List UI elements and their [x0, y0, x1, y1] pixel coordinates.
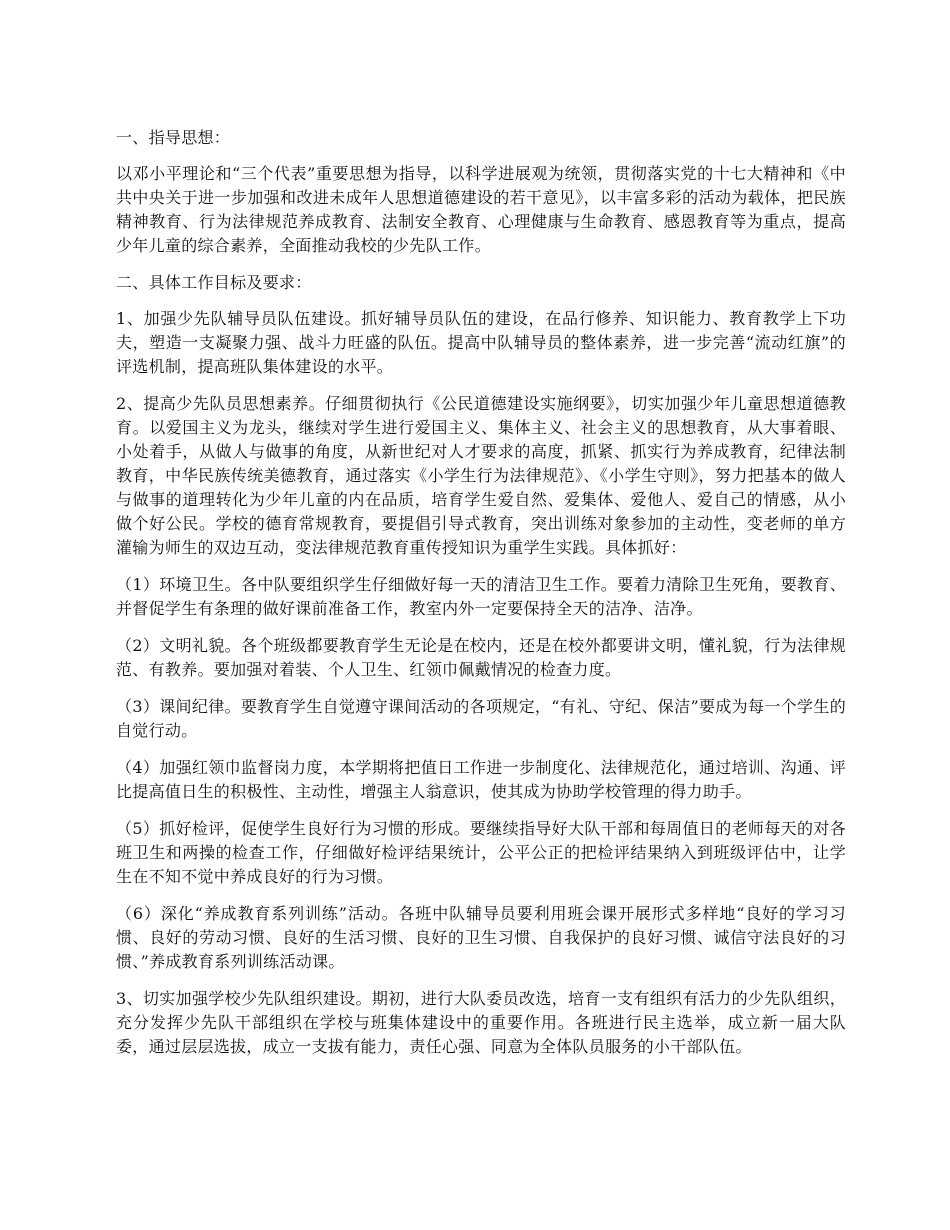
paragraph-guiding-ideology: 以邓小平理论和“三个代表”重要思想为指导，以科学进展观为统领，贯彻落实党的十七大精神和《中共中央关于进一步加强和改进未成年人思想道德建设的若干意见》，以丰富多彩的活动为载体，把民族精神教育、行为法律规范养成教育、法制安全教育、心理健康与生命教育、感恩教育等为重点，提高少年儿童的综合素养，全面推动我校的少先队工作。: [116, 164, 846, 255]
section-heading-guiding-ideology: 一、指导思想：: [116, 128, 231, 147]
paragraph-item-1: （1）环境卫生。各中队要组织学生仔细做好每一天的清洁卫生工作。要着力清除卫生死角，要教育、并督促学生有条理的做好课前准备工作，教室内外一定要保持全天的洁净、洁净。: [116, 575, 846, 618]
paragraph-item-3: （3）课间纪律。要教育学生自觉遵守课间活动的各项规定，“有礼、守纪、保洁”要成为每一个学生的自觉行动。: [116, 697, 846, 740]
paragraph-goal-3: 3、切实加强学校少先队组织建设。期初，进行大队委员改选，培育一支有组织有活力的少先队组织，充分发挥少先队干部组织在学校与班集体建设中的重要作用。各班进行民主选举，成立新一届大队委，通过层层选拔，成立一支拔有能力，责任心强、同意为全体队员服务的小干部队伍。: [116, 989, 846, 1056]
paragraph-item-2: （2）文明礼貌。各个班级都要教育学生无论是在校内，还是在校外都要讲文明，懂礼貌，行为法律规范、有教养。要加强对着装、个人卫生、红领巾佩戴情况的检查力度。: [116, 636, 846, 679]
paragraph-goal-2: 2、提高少先队员思想素养。仔细贯彻执行《公民道德建设实施纲要》，切实加强少年儿童思想道德教育。以爱国主义为龙头，继续对学生进行爱国主义、集体主义、社会主义的思想教育，从大事着眼、小处着手，从做人与做事的角度，从新世纪对人才要求的高度，抓紧、抓实行为养成教育，纪律法制教育，中华民族传统美德教育，通过落实《小学生行为法律规范》、《小学生守则》，努力把基本的做人与做事的道理转化为少年儿童的内在品质，培育学生爱自然、爱集体、爱他人、爱自己的情感，从小做个好公民。学校的德育常规教育，要提倡引导式教育，突出训练对象参加的主动性，变老师的单方灌输为师生的双边互动，变法律规范教育重传授知识为重学生实践。具体抓好：: [116, 394, 846, 557]
paragraph-item-5: （5）抓好检评，促使学生良好行为习惯的形成。要继续指导好大队干部和每周值日的老师每天的对各班卫生和两操的检查工作，仔细做好检评结果统计，公平公正的把检评结果纳入到班级评估中，让学生在不知不觉中养成良好的行为习惯。: [116, 819, 846, 886]
paragraph-goal-1: 1、加强少先队辅导员队伍建设。抓好辅导员队伍的建设，在品行修养、知识能力、教育教学上下功夫，塑造一支凝聚力强、战斗力旺盛的队伍。提高中队辅导员的整体素养，进一步完善“流动红旗”的评选机制，提高班队集体建设的水平。: [116, 309, 846, 376]
section-heading-goals: 二、具体工作目标及要求：: [116, 273, 312, 292]
paragraph-item-4: （4）加强红领巾监督岗力度，本学期将把值日工作进一步制度化、法律规范化，通过培训、沟通、评比提高值日生的积极性、主动性，增强主人翁意识，使其成为协助学校管理的得力助手。: [116, 758, 846, 801]
paragraph-item-6: （6）深化“养成教育系列训练”活动。各班中队辅导员要利用班会课开展形式多样地“良好的学习习惯、良好的劳动习惯、良好的生活习惯、良好的卫生习惯、自我保护的良好习惯、诚信守法良好的习惯、”养成教育系列训练活动课。: [116, 904, 846, 971]
document-page: [116, 126, 846, 1072]
